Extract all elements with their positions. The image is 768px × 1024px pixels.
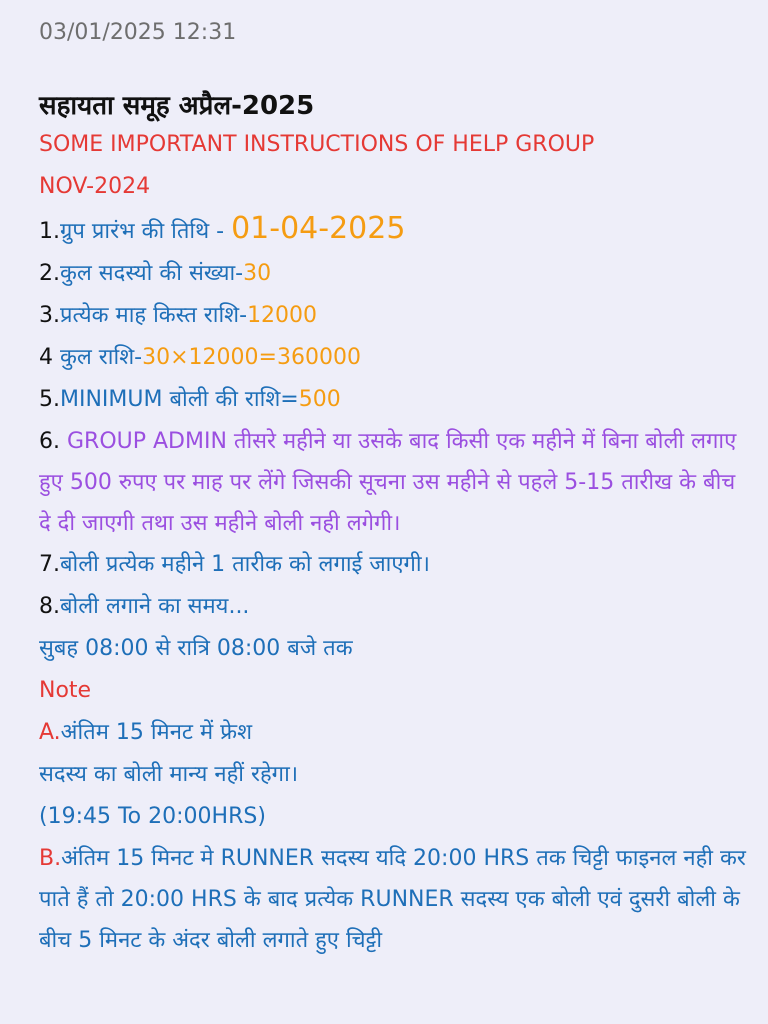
item-value: 30×12000=360000 xyxy=(142,345,361,370)
item-text: बोली प्रत्येक महीने 1 तारीक को लगाई जाएगी। xyxy=(60,552,430,577)
list-item-7 xyxy=(39,544,748,586)
subtitle-line-1: SOME IMPORTANT INSTRUCTIONS OF HELP GROUP xyxy=(39,132,595,157)
item-label: MINIMUM बोली की राशि= xyxy=(60,387,299,412)
item-value: 30 xyxy=(243,261,272,286)
list-item-6 xyxy=(39,421,748,544)
note-text: अंतिम 15 मिनट मे RUNNER सदस्य यदि 20:00 HRS तक चिट्टी फाइनल नही कर पाते हैं तो 20:00 HRS के बाद प्रत्येक RUNNER सदस्य एक बोली एवं दुसरी बोली के बीच 5 मिनट के अंदर बोली लगाते हुए चिट्टी xyxy=(39,846,746,953)
item-label: कुल राशि- xyxy=(60,345,143,370)
item-number: 2. xyxy=(39,261,60,286)
note-label: Note xyxy=(39,678,92,703)
item-label: कुल सदस्यो की संख्या- xyxy=(60,261,244,286)
note-b xyxy=(39,838,748,961)
list-item-8 xyxy=(39,586,748,628)
item-label: प्रत्येक माह किस्त राशि- xyxy=(60,303,248,328)
note-a-line-2: सदस्य का बोली मान्य नहीं रहेगा। xyxy=(39,762,299,787)
note-a-line-3: (19:45 To 20:00HRS) xyxy=(39,804,266,829)
bidding-time-range: सुबह 08:00 से रात्रि 08:00 बजे तक xyxy=(39,636,353,661)
subtitle-line-2: NOV-2024 xyxy=(39,174,151,199)
item-value: 500 xyxy=(298,387,341,412)
note-text: अंतिम 15 मिनट में फ्रेश xyxy=(60,720,253,745)
item-label: ग्रुप प्रारंभ की तिथि - xyxy=(60,219,232,244)
item-number: 4 xyxy=(39,345,60,370)
item-number: 5. xyxy=(39,387,60,412)
message-title: सहायता समूह अप्रैल-2025 xyxy=(39,91,315,121)
list-item-4 xyxy=(39,337,748,379)
item-text: बोली लगाने का समय... xyxy=(60,594,250,619)
message-timestamp: 03/01/2025 12:31 xyxy=(39,20,237,45)
list-item-3 xyxy=(39,295,748,337)
item-value: 12000 xyxy=(247,303,318,328)
item-number: 7. xyxy=(39,552,60,577)
item-number: 6. xyxy=(39,429,67,454)
note-letter: A. xyxy=(39,720,61,745)
item-text: GROUP ADMIN तीसरे महीने या उसके बाद किसी एक महीने में बिना बोली लगाए हुए 500 रुपए पर माह पर लेंगे जिसकी सूचना उस महीने से पहले 5-15 तारीख के बीच दे दी जाएगी तथा उस महीने बोली नही लगेगी। xyxy=(39,429,737,536)
note-a-line-1 xyxy=(39,712,748,754)
item-number: 8. xyxy=(39,594,60,619)
note-letter: B. xyxy=(39,846,62,871)
list-item-5 xyxy=(39,379,748,421)
item-number: 1. xyxy=(39,219,60,244)
item-value: 01-04-2025 xyxy=(231,211,406,246)
list-item-1 xyxy=(39,208,748,253)
list-item-2 xyxy=(39,253,748,295)
item-number: 3. xyxy=(39,303,60,328)
